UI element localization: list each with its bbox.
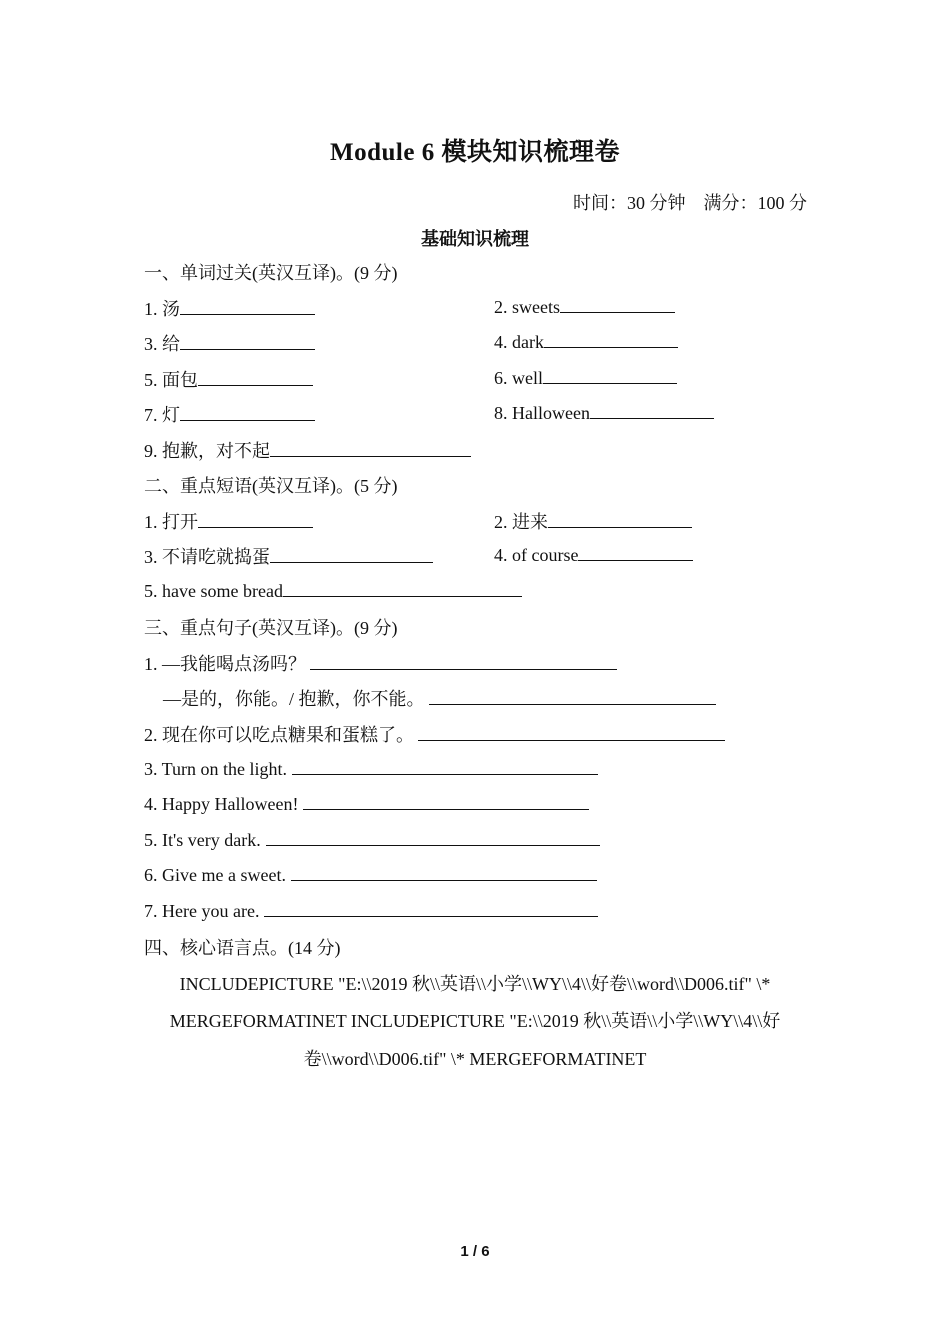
part3-item-1: 1. —我能喝点汤吗？ — [144, 650, 617, 676]
field-code-line-1: INCLUDEPICTURE "E:\\2019 秋\\英语\\小学\\WY\\4\\好卷\\word\\D006.tif" \* — [179, 974, 771, 994]
part1-item-2: 2. sweets — [494, 295, 675, 318]
answer-blank[interactable] — [578, 543, 693, 561]
part3-item-5: 5. It's very dark. — [144, 828, 600, 851]
part2-heading: 二、重点短语(英汉互译)。(5 分) — [144, 476, 398, 496]
part4-heading: 四、核心语言点。(14 分) — [144, 938, 341, 958]
answer-blank[interactable] — [270, 545, 433, 563]
part2-item-3: 3. 不请吃就捣蛋 — [144, 543, 433, 569]
part2-item-5: 5. have some bread — [144, 579, 522, 602]
part3-item-6: 6. Give me a sweet. — [144, 863, 597, 886]
part2-item-1: 1. 打开 — [144, 508, 313, 534]
answer-blank[interactable] — [198, 510, 313, 528]
answer-blank[interactable] — [292, 757, 598, 775]
part1-item-9: 9. 抱歉，对不起 — [144, 437, 471, 463]
part3-item-1-reply: —是的，你能。/ 抱歉，你不能。 — [163, 685, 716, 711]
part3-item-4: 4. Happy Halloween! — [144, 792, 589, 815]
field-code-line-3: 卷\\word\\D006.tif" \* MERGEFORMATINET — [303, 1049, 647, 1069]
part3-item-7: 7. Here you are. — [144, 899, 598, 922]
answer-blank[interactable] — [270, 439, 471, 457]
part1-item-3: 3. 给 — [144, 330, 315, 356]
part2-item-4: 4. of course — [494, 543, 693, 566]
answer-blank[interactable] — [548, 510, 692, 528]
answer-blank[interactable] — [303, 792, 589, 810]
part1-item-4: 4. dark — [494, 330, 678, 353]
page-number: 1 / 6 — [460, 1243, 490, 1260]
part1-item-1: 1. 汤 — [144, 295, 315, 321]
answer-blank[interactable] — [544, 330, 678, 348]
answer-blank[interactable] — [198, 368, 313, 386]
part3-heading: 三、重点句子(英汉互译)。(9 分) — [144, 618, 398, 638]
part1-item-8: 8. Halloween — [494, 401, 714, 424]
part3-item-2: 2. 现在你可以吃点糖果和蛋糕了。 — [144, 721, 725, 747]
answer-blank[interactable] — [264, 899, 598, 917]
answer-blank[interactable] — [543, 366, 677, 384]
answer-blank[interactable] — [560, 295, 675, 313]
section-heading: 基础知识梳理 — [421, 229, 529, 249]
time-score-info: 时间：30 分钟 满分：100 分 — [573, 193, 807, 213]
answer-blank[interactable] — [180, 332, 315, 350]
answer-blank[interactable] — [180, 403, 315, 421]
part3-item-3: 3. Turn on the light. — [144, 757, 598, 780]
part1-item-7: 7. 灯 — [144, 401, 315, 427]
answer-blank[interactable] — [310, 652, 617, 670]
answer-blank[interactable] — [429, 687, 716, 705]
answer-blank[interactable] — [291, 863, 597, 881]
answer-blank[interactable] — [283, 579, 522, 597]
answer-blank[interactable] — [180, 297, 315, 315]
answer-blank[interactable] — [418, 723, 725, 741]
part1-item-6: 6. well — [494, 366, 677, 389]
answer-blank[interactable] — [590, 401, 714, 419]
part1-item-5: 5. 面包 — [144, 366, 313, 392]
answer-blank[interactable] — [266, 828, 600, 846]
page-title: Module 6 模块知识梳理卷 — [330, 139, 620, 166]
field-code-line-2: MERGEFORMATINET INCLUDEPICTURE "E:\\2019 秋\\英语\\小学\\WY\\4\\好 — [169, 1011, 781, 1031]
part1-heading: 一、单词过关(英汉互译)。(9 分) — [144, 263, 398, 283]
part2-item-2: 2. 进来 — [494, 508, 692, 534]
